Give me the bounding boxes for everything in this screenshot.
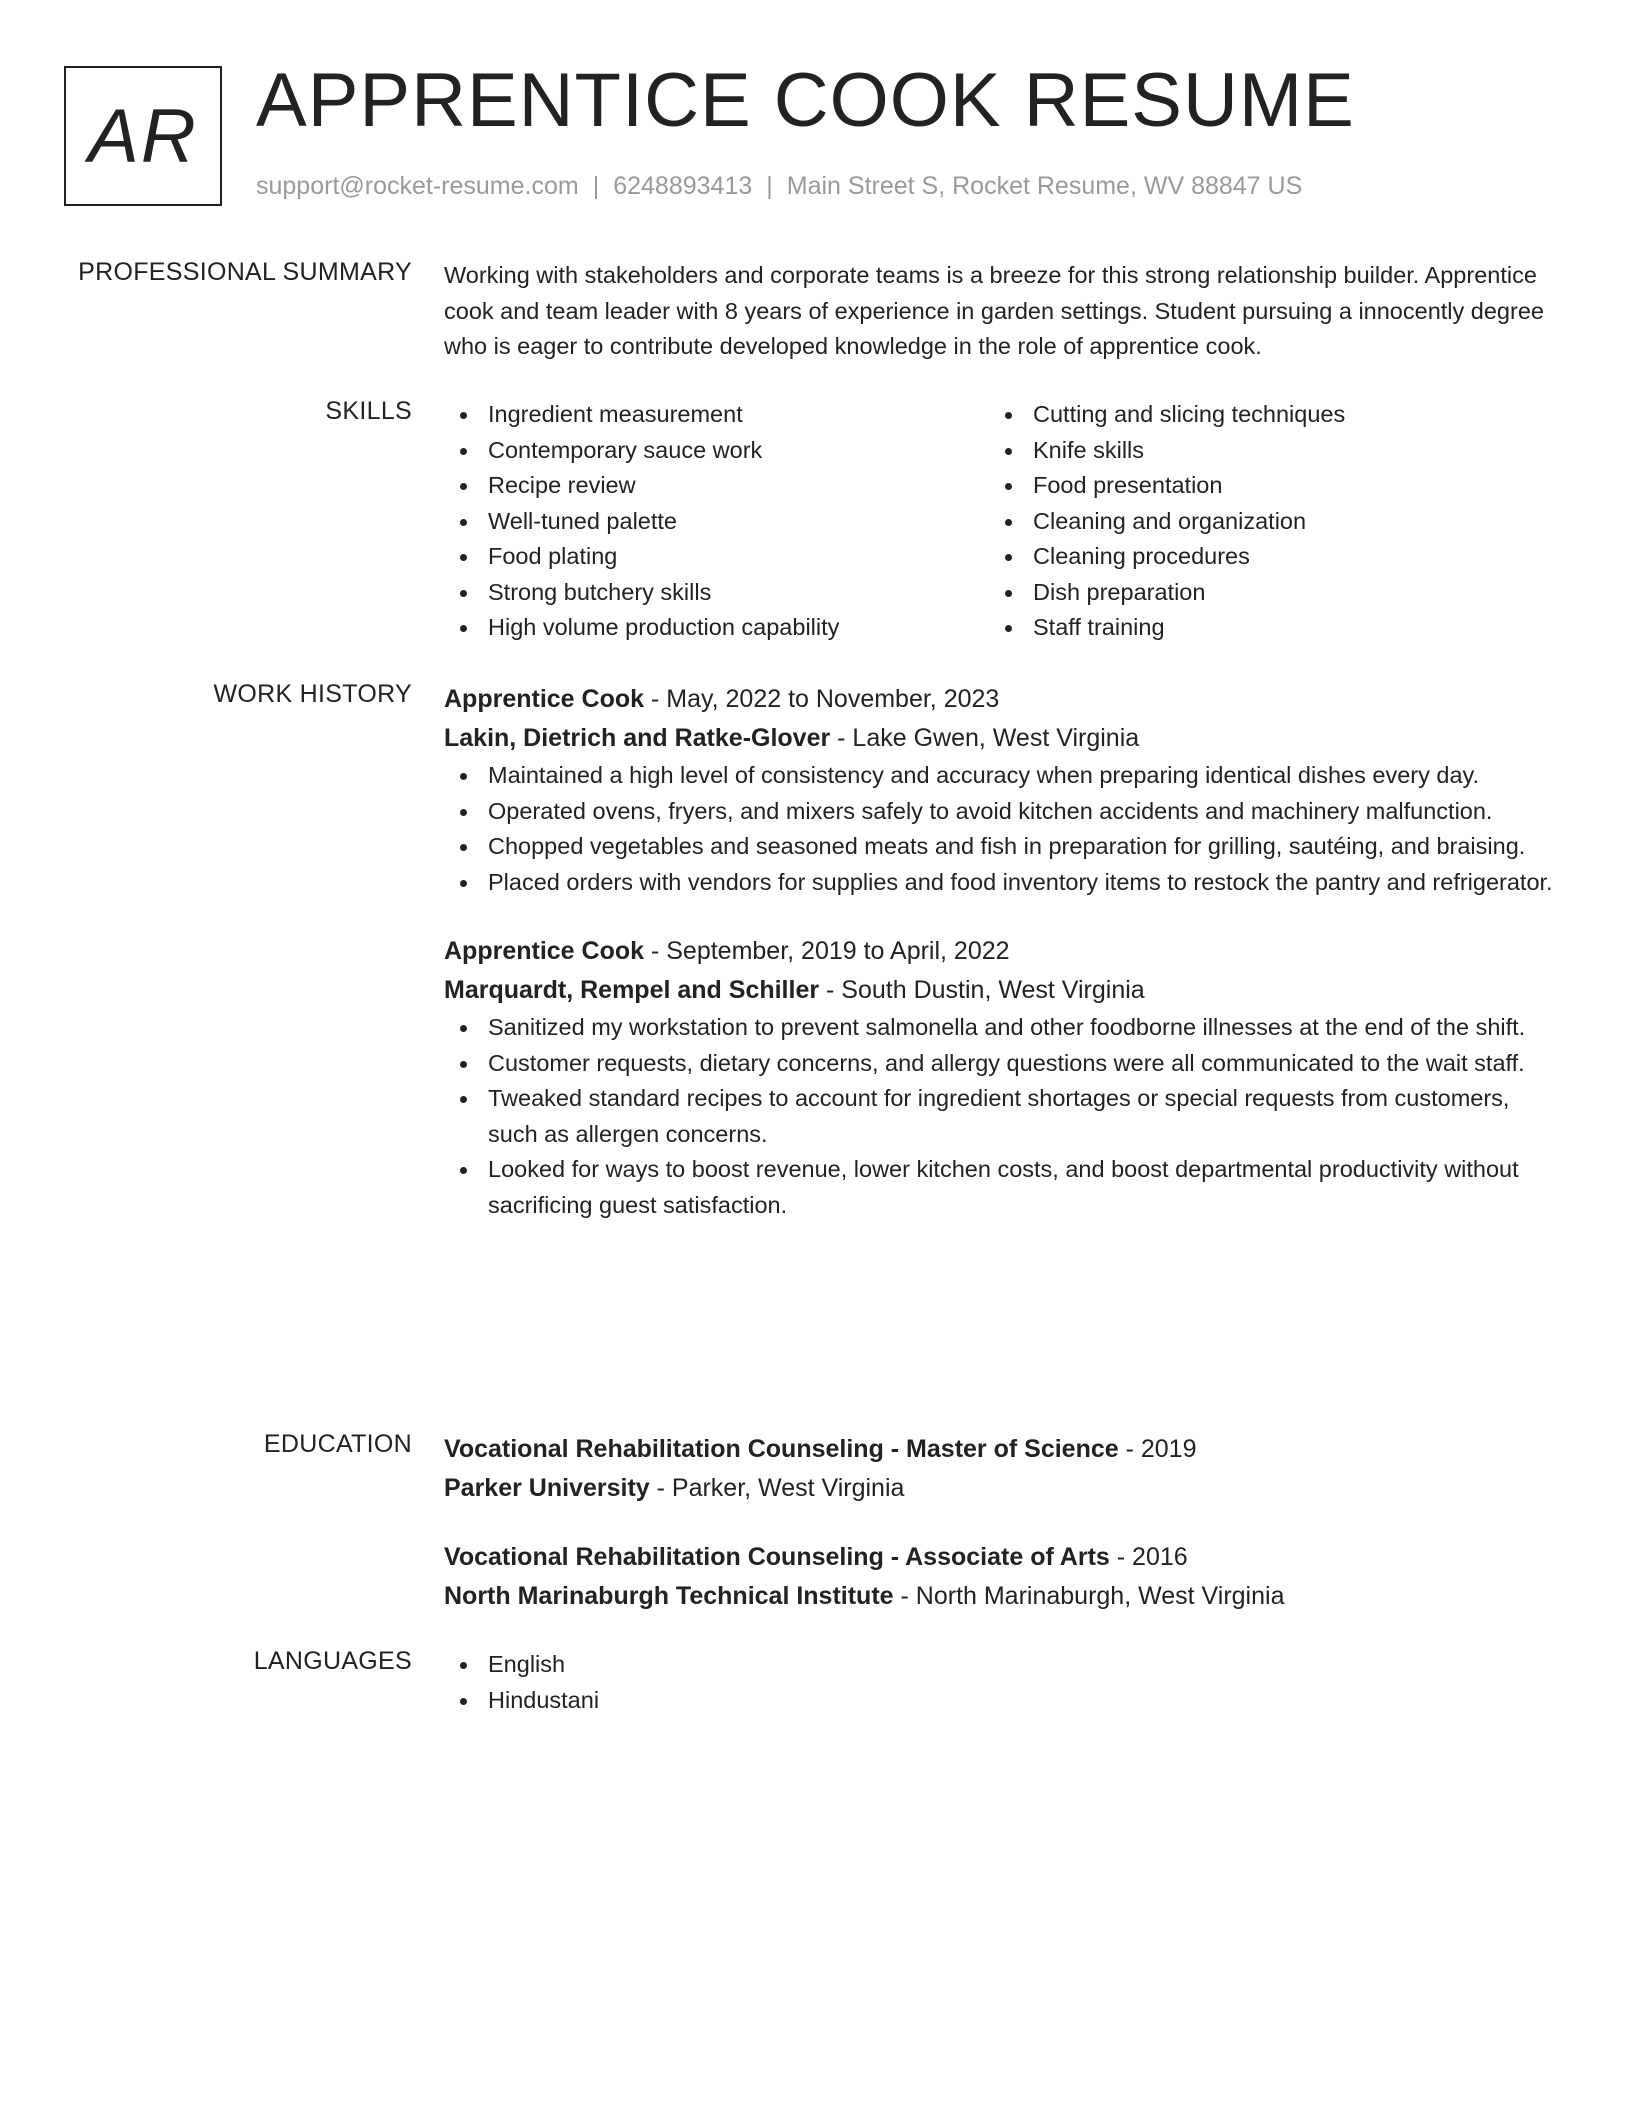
job-title-line <box>444 680 1564 719</box>
skill-item: Staff training <box>989 610 1534 646</box>
education-degree: Vocational Rehabilitation Counseling - Associate of Arts <box>444 1543 1110 1571</box>
contact-phone[interactable]: 6248893413 <box>613 172 753 200</box>
job-dates: - May, 2022 to November, 2023 <box>644 685 1000 713</box>
section-label-skills: SKILLS <box>325 397 412 425</box>
section-label-summary: PROFESSIONAL SUMMARY <box>78 258 412 286</box>
skill-item: Cleaning and organization <box>989 504 1534 540</box>
job-company-line <box>444 719 1564 758</box>
skill-item: Knife skills <box>989 433 1534 469</box>
job-company: Marquardt, Rempel and Schiller <box>444 976 820 1004</box>
education-school-line <box>444 1469 1564 1508</box>
work-history-body <box>444 680 1564 1223</box>
education-school-line <box>444 1577 1564 1616</box>
job-bullet: Placed orders with vendors for supplies and food inventory items to restock the pantry and refrigerator. <box>444 865 1564 901</box>
summary-body <box>444 258 1564 365</box>
education-location: - North Marinaburgh, West Virginia <box>893 1582 1285 1610</box>
skill-item: Contemporary sauce work <box>444 433 989 469</box>
monogram-logo: AR <box>64 66 222 206</box>
skill-item: Strong butchery skills <box>444 575 989 611</box>
job-title: Apprentice Cook <box>444 937 645 965</box>
job-company: Lakin, Dietrich and Ratke-Glover <box>444 724 831 752</box>
languages-list <box>444 1647 1564 1718</box>
contact-separator: | <box>592 172 600 200</box>
skill-item: Recipe review <box>444 468 989 504</box>
skills-column-left <box>444 397 989 646</box>
job-bullet: Maintained a high level of consistency and accuracy when preparing identical dishes every day. <box>444 758 1564 794</box>
resume-title: APPRENTICE COOK RESUME <box>256 58 1355 143</box>
education-year: - 2019 <box>1118 1435 1197 1463</box>
skill-item: Cutting and slicing techniques <box>989 397 1534 433</box>
job-dates: - September, 2019 to April, 2022 <box>644 937 1010 965</box>
education-degree-line <box>444 1430 1564 1469</box>
section-label-work-history: WORK HISTORY <box>213 680 412 708</box>
education-degree: Vocational Rehabilitation Counseling - Master of Science <box>444 1435 1119 1463</box>
job-bullet: Looked for ways to boost revenue, lower kitchen costs, and boost departmental productivity without sacrificing guest satisfaction. <box>444 1152 1564 1223</box>
section-label-education: EDUCATION <box>263 1430 412 1458</box>
skill-item: Ingredient measurement <box>444 397 989 433</box>
section-label-languages: LANGUAGES <box>253 1647 412 1675</box>
skills-column-right <box>989 397 1534 646</box>
language-item: English <box>444 1647 1564 1683</box>
skills-grid <box>444 397 1564 646</box>
contact-email[interactable]: support@rocket-resume.com <box>256 172 579 200</box>
job-entry <box>444 680 1564 900</box>
skill-item: Well-tuned palette <box>444 504 989 540</box>
education-location: - Parker, West Virginia <box>649 1474 905 1502</box>
education-school: Parker University <box>444 1474 650 1502</box>
job-location: - South Dustin, West Virginia <box>819 976 1145 1004</box>
education-degree-line <box>444 1538 1564 1577</box>
education-body <box>444 1430 1564 1616</box>
education-year: - 2016 <box>1109 1543 1188 1571</box>
job-bullets <box>444 1010 1564 1223</box>
skill-item: Food presentation <box>989 468 1534 504</box>
education-school: North Marinaburgh Technical Institute <box>444 1582 894 1610</box>
job-bullet: Tweaked standard recipes to account for ingredient shortages or special requests from customers, such as allergen concerns. <box>444 1081 1564 1152</box>
summary-text: Working with stakeholders and corporate teams is a breeze for this strong relationship builder. Apprentice cook and team leader with 8 years of experience in garden settings. Student pursuing a innocently degree who is eager to contribute developed knowledge in the role of apprentice cook. <box>444 262 1544 359</box>
language-item: Hindustani <box>444 1683 1564 1719</box>
education-entry <box>444 1538 1564 1616</box>
job-entry <box>444 932 1564 1223</box>
skill-item: High volume production capability <box>444 610 989 646</box>
skill-item: Dish preparation <box>989 575 1534 611</box>
job-company-line <box>444 971 1564 1010</box>
job-title: Apprentice Cook <box>444 685 645 713</box>
job-location: - Lake Gwen, West Virginia <box>830 724 1140 752</box>
job-bullet: Customer requests, dietary concerns, and allergy questions were all communicated to the wait staff. <box>444 1046 1564 1082</box>
skills-body <box>444 397 1564 646</box>
job-title-line <box>444 932 1564 971</box>
languages-body <box>444 1647 1564 1718</box>
job-bullet: Operated ovens, fryers, and mixers safely to avoid kitchen accidents and machinery malfunction. <box>444 794 1564 830</box>
education-entry <box>444 1430 1564 1508</box>
contact-address: Main Street S, Rocket Resume, WV 88847 US <box>786 172 1303 200</box>
job-bullet: Sanitized my workstation to prevent salmonella and other foodborne illnesses at the end of the shift. <box>444 1010 1564 1046</box>
job-bullet: Chopped vegetables and seasoned meats and fish in preparation for grilling, sautéing, and braising. <box>444 829 1564 865</box>
job-bullets <box>444 758 1564 900</box>
contact-separator: | <box>766 172 773 200</box>
contact-line <box>256 172 1302 201</box>
skill-item: Food plating <box>444 539 989 575</box>
skill-item: Cleaning procedures <box>989 539 1534 575</box>
